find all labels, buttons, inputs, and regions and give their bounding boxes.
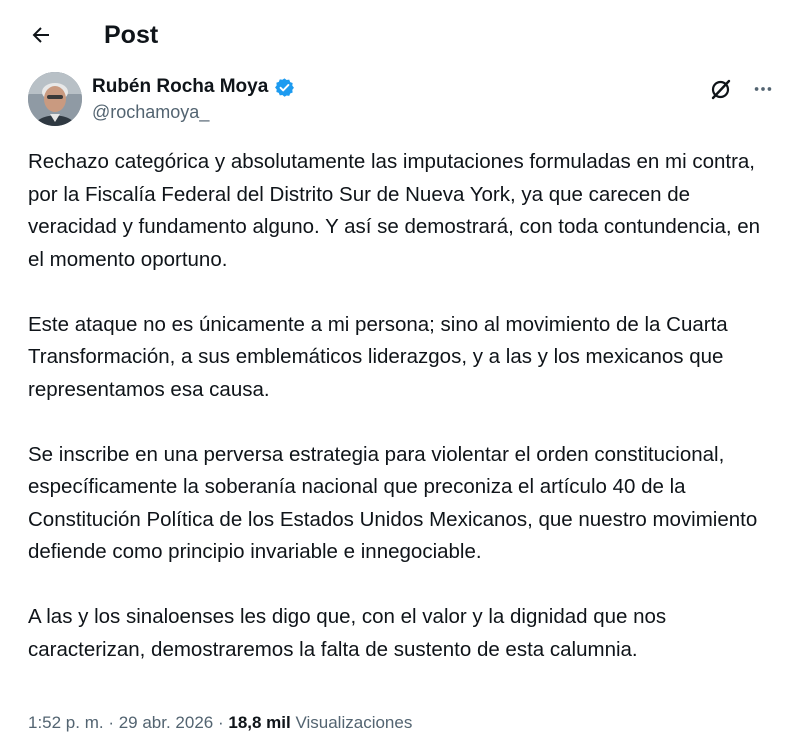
author-display-name[interactable]: Rubén Rocha Moya [92, 76, 269, 97]
avatar[interactable] [28, 72, 82, 126]
author-handle[interactable]: @rochamoya_ [92, 102, 210, 122]
more-options-button[interactable] [750, 76, 776, 102]
more-horizontal-icon [752, 78, 774, 100]
grok-icon [709, 77, 733, 101]
post-paragraph: Este ataque no es únicamente a mi persona; sino al movimiento de la Cuarta Transformación, a sus emblemáticos liderazgos, y a las y los mexicanos que representamos esa causa. [28, 312, 728, 401]
post-meta [28, 710, 412, 736]
arrow-left-icon [29, 23, 53, 47]
meta-separator: · [213, 713, 229, 732]
views-count[interactable]: 18,8 mil [228, 713, 291, 732]
grok-button[interactable] [708, 76, 734, 102]
avatar-photo [28, 72, 82, 126]
post-text [28, 146, 776, 699]
verified-badge-icon [274, 77, 295, 98]
post-header [0, 0, 800, 70]
post-paragraph: Se inscribe en una perversa estrategia para violentar el orden constitucional, específicamente la soberanía nacional que preconiza el artículo 40 de la Constitución Política de los Estados Unidos Mexicanos, que nuestro movimiento defiende como principio invariable e innegociable. [28, 442, 758, 563]
post-author [28, 72, 776, 128]
post-paragraph: A las y los sinaloenses les digo que, con el valor y la dignidad que nos caracterizan, demostraremos la falta de sustento de esta calumnia. [28, 605, 667, 661]
page-title: Post [104, 21, 159, 49]
post-time[interactable]: 1:52 p. m. [28, 713, 104, 732]
post-date[interactable]: 29 abr. 2026 [118, 713, 214, 732]
views-label: Visualizaciones [295, 713, 413, 732]
back-button[interactable] [24, 18, 58, 52]
meta-separator: · [103, 713, 119, 732]
post-paragraph: Rechazo categórica y absolutamente las imputaciones formuladas en mi contra, por la Fiscalía Federal del Distrito Sur de Nueva York, ya que carecen de veracidad y fundamento alguno. Y así se demostrará, con toda contundencia, en el momento oportuno. [28, 150, 761, 271]
